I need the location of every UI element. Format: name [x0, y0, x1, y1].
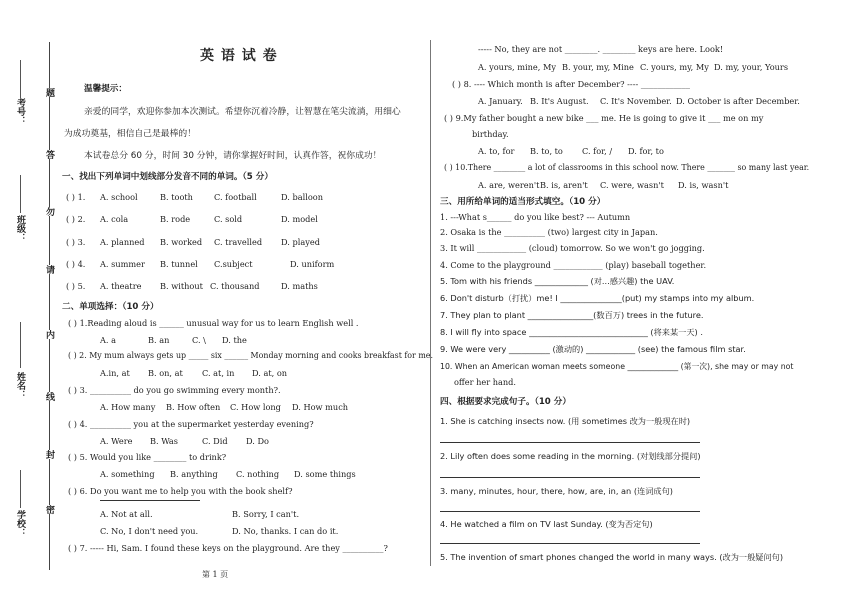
question-number: ( ) 2. [66, 214, 86, 224]
option: C. at, in [202, 368, 235, 378]
option: D. balloon [281, 192, 323, 202]
option: D. at, on [252, 368, 288, 378]
answer-line[interactable] [100, 499, 200, 501]
list-item: 4. Come to the playground ____________ (play) baseball together. [440, 260, 707, 270]
option: A. cola [100, 214, 129, 224]
question-text: ( ) 7. ----- Hi, Sam. I found these keys on the playground. Are they __________? [68, 543, 388, 553]
list-item: 3. many, minutes, hour, there, how, are, in, an (连词成句) [440, 486, 673, 496]
name-label: 姓名： [15, 372, 25, 399]
question-text: ( ) 3. __________ do you go swimming every month?. [68, 385, 281, 395]
option: B. rode [160, 214, 191, 224]
question-number: ( ) 4. [66, 259, 86, 269]
option: B. worked [160, 237, 203, 247]
list-item: 8. I will fly into space _____________________________ (将来某一天) . [440, 327, 703, 337]
option: C. for, / [582, 146, 613, 156]
question-text: ( ) 4. __________ you at the supermarket yesterday evening? [68, 419, 314, 429]
seal-char: 答 [44, 150, 54, 159]
option: A.in, at [100, 368, 130, 378]
seal-char: 密 [44, 505, 54, 514]
tips-text-2: 为成功奠基，相信自己是最棒的！ [64, 129, 196, 139]
section2-heading: 二、单项选择：（10 分） [62, 302, 159, 312]
option: B. Was [150, 436, 179, 446]
option: B. Sorry, I can't. [232, 509, 300, 519]
question-text: ( ) 1.Reading aloud is ______ unusual way for us to learn English well . [68, 318, 359, 328]
option: A. school [100, 192, 138, 202]
question-text: ----- No, they are not ________. ________ keys are here. Look! [478, 44, 724, 54]
option: A. January. [478, 96, 523, 106]
option: B. tunnel [160, 259, 198, 269]
question-text: ( ) 9.My father bought a new bike ___ me. He is going to give it ___ me on my [444, 113, 764, 123]
seal-char: 题 [44, 88, 54, 97]
option: A. theatre [100, 281, 142, 291]
class-blank [20, 175, 21, 213]
seal-char: 勿 [44, 207, 54, 216]
option: D. is, wasn't [678, 180, 729, 190]
list-item: 9. We were very __________ (激动的) ____________ (see) the famous film star. [440, 344, 746, 354]
section4-heading: 四、根据要求完成句子。（10 分） [440, 397, 571, 407]
answer-line[interactable] [440, 441, 700, 443]
option: D. the [222, 335, 247, 345]
class-label: 班级： [15, 215, 25, 242]
option: C. football [214, 192, 257, 202]
option: C. It's November. [600, 96, 672, 106]
seal-char: 封 [44, 450, 54, 459]
option: B. an [148, 335, 170, 345]
option: C. How long [230, 402, 281, 412]
seal-char: 请 [44, 265, 54, 274]
section3-heading: 三、用所给单词的适当形式填空。（10 分） [440, 197, 606, 207]
seal-char: 内 [44, 330, 54, 339]
option: B. is, aren't [540, 180, 588, 190]
option: A. summer [100, 259, 145, 269]
question-text: ( ) 2. My mum always gets up _____ six ______ Monday morning and cooks breakfast for me. [68, 351, 433, 360]
option: D. some things [294, 469, 356, 479]
list-item: 2. Osaka is the __________ (two) largest city in Japan. [440, 227, 658, 237]
section1-heading: 一、找出下列单词中划线部分发音不同的单词。（5 分） [62, 172, 273, 182]
option: A. planned [100, 237, 145, 247]
question-number: ( ) 1. [66, 192, 86, 202]
question-text: ( ) 5. Would you like ________ to drink? [68, 452, 227, 462]
option: D. Do [246, 436, 269, 446]
option: A. Not at all. [100, 509, 153, 519]
answer-line[interactable] [440, 542, 700, 544]
school-blank [20, 470, 21, 508]
option: A. Were [100, 436, 133, 446]
option: A. to, for [478, 146, 515, 156]
option: A. something [100, 469, 155, 479]
option: B. tooth [160, 192, 193, 202]
seal-char: 线 [44, 392, 54, 401]
option: C. nothing [236, 469, 280, 479]
option: A. a [100, 335, 116, 345]
option: A. yours, mine, My [478, 62, 556, 72]
list-item: 3. It will ____________ (cloud) tomorrow. So we won't go jogging. [440, 243, 705, 253]
binding-line [49, 42, 50, 570]
option: C. sold [214, 214, 243, 224]
list-item: 5. The invention of smart phones changed the world in many ways. (改为一般疑问句) [440, 552, 784, 562]
option: A. are, weren't [478, 180, 540, 190]
option: D. model [281, 214, 318, 224]
option: B. How often [166, 402, 221, 412]
school-label: 学校： [15, 510, 25, 537]
option: B. without [160, 281, 203, 291]
list-item: 1. ---What s______ do you like best? --- Autumn [440, 212, 631, 222]
option: D. uniform [290, 259, 335, 269]
option: C. yours, my, My [640, 62, 709, 72]
question-number: ( ) 3. [66, 237, 86, 247]
option: C. travelled [214, 237, 263, 247]
question-text: ( ) 8. ---- Which month is after December? ---- ____________ [452, 79, 690, 89]
option: D. How much [292, 402, 349, 412]
list-item: 5. Tom with his friends _____________ (对...感兴趣) the UAV. [440, 276, 675, 286]
list-item: 4. He watched a film on TV last Sunday. (变为否定句) [440, 519, 653, 529]
option: D. No, thanks. I can do it. [232, 526, 339, 536]
option: D. played [281, 237, 320, 247]
column-divider [430, 40, 431, 566]
option: B. on, at [148, 368, 183, 378]
page-title: 英 语 试 卷 [200, 48, 278, 64]
option: D. maths [281, 281, 318, 291]
option: B. anything [170, 469, 218, 479]
option: C. thousand [210, 281, 260, 291]
list-item: 10. When an American woman meets someone _____________ (第一次), she may or may not [440, 362, 794, 371]
tips-text-3: 本试卷总分 60 分，时间 30 分钟，请你掌握好时间，认真作答，祝你成功！ [84, 151, 382, 161]
question-text: ( ) 6. Do you want me to help you with the book shelf? [68, 486, 293, 496]
question-number: ( ) 5. [66, 281, 86, 291]
question-text: birthday. [472, 129, 509, 139]
student-id-label: 考号： [15, 98, 25, 125]
list-item: offer her hand. [454, 377, 517, 387]
list-item: 1. She is catching insects now. (用 sometimes 改为一般现在时) [440, 416, 691, 426]
option: D. October is after December. [676, 96, 800, 106]
tips-heading: 温馨提示： [84, 84, 127, 94]
list-item: 2. Lily often does some reading in the morning. (对划线部分提问) [440, 451, 701, 461]
list-item: 6. Don't disturb（打扰）me! I _______________(put) my stamps into my album. [440, 293, 755, 303]
option: D. for, to [628, 146, 664, 156]
option: C. No, I don't need you. [100, 526, 199, 536]
option: C. Did [202, 436, 228, 446]
student-id-blank [20, 60, 21, 98]
option: B. It's August. [530, 96, 589, 106]
option: B. to, to [530, 146, 563, 156]
answer-line[interactable] [440, 510, 700, 512]
answer-line[interactable] [440, 476, 700, 478]
question-text: ( ) 10.There ________ a lot of classrooms in this school now. There _______ so many last year. [444, 163, 810, 172]
option: A. How many [100, 402, 156, 412]
option: D. my, your, Yours [714, 62, 789, 72]
option: C. were, wasn't [600, 180, 664, 190]
option: C.subject [214, 259, 253, 269]
list-item: 7. They plan to plant ________________(数百万) trees in the future. [440, 310, 704, 320]
tips-text-1: 亲爱的同学，欢迎你参加本次测试。希望你沉着冷静，让智慧在笔尖流淌，用细心 [84, 107, 401, 117]
page-number: 第 1 页 [202, 570, 229, 579]
option: B. your, my, Mine [562, 62, 634, 72]
name-blank [20, 322, 21, 368]
option: C. \ [192, 335, 206, 345]
